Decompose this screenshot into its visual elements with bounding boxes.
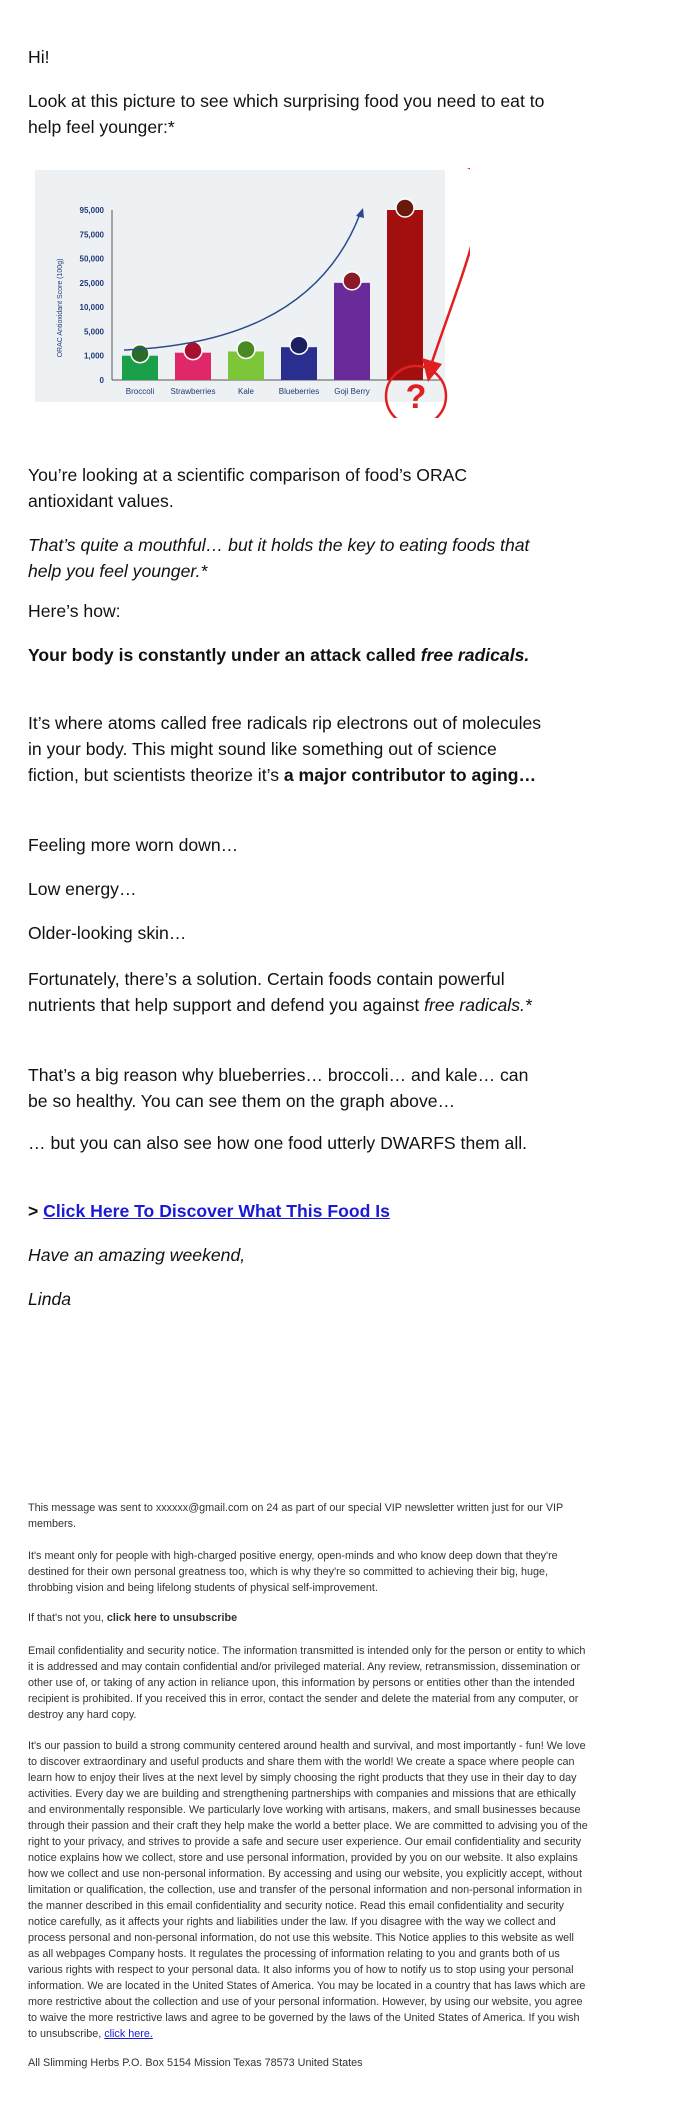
footer-confidentiality bbox=[28, 1643, 588, 1723]
paragraph-5 bbox=[28, 710, 548, 788]
paragraph-3: Here’s how: bbox=[28, 601, 121, 621]
footer-passion bbox=[28, 1738, 588, 2042]
x-tick-label: Strawberries bbox=[170, 387, 216, 396]
x-tick-label: Goji Berry bbox=[334, 387, 370, 396]
y-tick-label: 95,000 bbox=[79, 206, 104, 215]
paragraph-11: … but you can also see how one food utterly DWARFS them all. bbox=[28, 1133, 528, 1153]
y-tick-label: 75,000 bbox=[79, 230, 104, 240]
food-photo-icon bbox=[343, 272, 361, 290]
footer-unsubscribe-line bbox=[28, 1610, 588, 1626]
bar-unlabeled bbox=[387, 210, 423, 380]
question-mark: ? bbox=[405, 378, 427, 416]
p9-italic: free radicals.* bbox=[424, 995, 532, 1015]
paragraph-1: You’re looking at a scientific comparison of food’s ORAC antioxidant values. bbox=[28, 465, 468, 511]
passion-text: It's our passion to build a strong community centered around health and survival, and most importantly - fun! We love to discover extraordinary and useful products and share them with the world! We create a space where people can learn how to enjoy their lives at the next level by simply choosing the right products that they use in their day to day activities. Every day we are building and strengthening partnerships with companies and missions that are ethically and environmentally responsible. We particularly love working with artisans, makers, and small businesses because through their passion and their craft they help make the world a better place. We are committed to advising you of the right to your privacy, and strives to provide a safe and secure user experience. Our email confidentiality and security notice explains how we collect, store and use personal information, provided by you on our website. It also explains how we collect and use non-personal information. By accessing and using our website, you explicitly accept, without limitation or qualification, the collection, use and transfer of the personal information and non-personal information in the manner described in this email confidentiality and security notice. Read this email confidentiality and security notice carefully, as it affects your rights and liabilities under the law. If you disagree with the way we collect and process personal and non-personal information, do not use this website. This Notice applies to this website as well as all webpages Company hosts. It regulates the processing of information relating to you and grants both of us various rights with respect to your personal data. It also informs you of how to notify us to stop using your personal information. We are located in the United States of America. You may be located in a country that has laws which are more restrictive about the collection and use of your personal information. However, by using our website, you agree to waive the more restrictive laws and agree to be governed by the laws of the United States of America. If you wish to unsubscribe, bbox=[28, 1740, 588, 2040]
paragraph-9 bbox=[28, 966, 548, 1018]
food-photo-icon bbox=[184, 342, 202, 360]
signoff: Have an amazing weekend, bbox=[28, 1245, 246, 1265]
y-tick-label: 0 bbox=[99, 376, 104, 385]
p5-text: It’s where atoms called free radicals rip electrons out of molecules in your body. This might sound like something out of science fiction, but scientists theorize it’s bbox=[28, 713, 542, 785]
x-tick-label: Kale bbox=[237, 387, 255, 396]
greeting: Hi! bbox=[28, 47, 50, 67]
bar-goji-berry bbox=[334, 283, 370, 380]
paragraph-2: That’s quite a mouthful… but it holds the key to eating foods that help you feel younger.* bbox=[28, 535, 530, 581]
footer-audience: It's meant only for people with high-charged positive energy, open-minds and who know deep down that they're destined for their own personal greatness too, which is why they're so committed to achieving their big, huge, throbbing vision and being lifelong students of physical self-improvement. bbox=[28, 1550, 558, 1594]
intro-text: Look at this picture to see which surprising food you need to eat to help feel younger:* bbox=[28, 91, 545, 137]
paragraph-6: Feeling more worn down… bbox=[28, 835, 239, 855]
food-photo-icon bbox=[237, 340, 255, 358]
confidentiality-title: Email confidentiality and security notice. bbox=[28, 1645, 220, 1657]
p5-bold: a major contributor to aging… bbox=[283, 765, 537, 785]
p4-text: Your body is constantly under an attack called bbox=[28, 645, 421, 665]
footer-unsubscribe-link[interactable]: click here. bbox=[104, 2028, 153, 2040]
food-photo-icon bbox=[131, 345, 149, 363]
y-tick-label: 5,000 bbox=[83, 327, 104, 337]
confidentiality-text: The information transmitted is intended only for the person or entity to which it is addressed and may contain confidential and/or privileged material. Any review, retransmission, dissemination or other use of, or taking of any action in reliance upon, this information by persons or entities other than the intended recipient is prohibited. If you received this in error, contact the sender and delete the material from any computer, or destroy any hard copy. bbox=[28, 1645, 586, 1721]
paragraph-4 bbox=[28, 642, 548, 668]
orac-chart bbox=[30, 168, 470, 418]
signature: Linda bbox=[28, 1289, 72, 1309]
discover-food-link[interactable]: Click Here To Discover What This Food Is bbox=[43, 1201, 390, 1221]
x-tick-label: Blueberries bbox=[278, 387, 320, 396]
footer-address: All Slimming Herbs P.O. Box 5154 Mission Texas 78573 United States bbox=[28, 2057, 363, 2069]
paragraph-8: Older-looking skin… bbox=[28, 923, 187, 943]
paragraph-7: Low energy… bbox=[28, 879, 137, 899]
y-tick-label: 1,000 bbox=[83, 351, 104, 361]
y-axis-label: ORAC Antioxidant Score (100g) bbox=[57, 258, 64, 358]
p9-text: Fortunately, there’s a solution. Certain foods contain powerful nutrients that help support and defend you against bbox=[28, 969, 505, 1015]
y-tick-label: 10,000 bbox=[79, 303, 104, 313]
unsubscribe-prefix: If that's not you, bbox=[28, 1612, 107, 1624]
p4-italic: free radicals. bbox=[420, 645, 530, 665]
y-tick-label: 25,000 bbox=[79, 278, 104, 288]
food-photo-icon bbox=[290, 336, 308, 354]
cta-prefix: > bbox=[28, 1201, 44, 1221]
footer-sent-notice: This message was sent to xxxxxx@gmail.com on 24 as part of our special VIP newsletter written just for our VIP members. bbox=[28, 1502, 564, 1530]
cta-line bbox=[28, 1198, 548, 1224]
food-photo-icon bbox=[396, 199, 414, 217]
unsubscribe-link[interactable]: click here to unsubscribe bbox=[106, 1612, 238, 1624]
x-tick-label: Broccoli bbox=[125, 387, 155, 396]
paragraph-10: That’s a big reason why blueberries… broccoli… and kale… can be so healthy. You can see them on the graph above… bbox=[28, 1065, 529, 1111]
y-tick-label: 50,000 bbox=[79, 254, 104, 264]
